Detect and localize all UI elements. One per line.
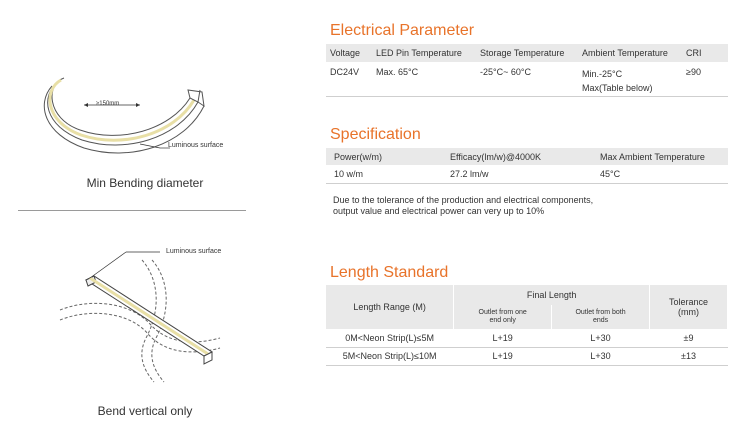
- luminous-surface-label-top: Luminous surface: [168, 142, 224, 149]
- specification-title: Specification: [330, 126, 421, 143]
- led-pin-header: LED Pin Temperature: [372, 44, 476, 62]
- electrical-header-row: [326, 44, 728, 62]
- cri-value: ≥90: [686, 67, 701, 77]
- both-ends-cell: L+30: [552, 347, 650, 365]
- electrical-value-row: [326, 62, 728, 96]
- note-line-1: Due to the tolerance of the production and electrical components,: [333, 195, 594, 205]
- length-header-row: [326, 285, 728, 305]
- power-value: 10 w/m: [334, 168, 364, 179]
- one-end-header: Outlet from one end only: [454, 305, 552, 329]
- length-table: [326, 285, 728, 366]
- tolerance-header: Tolerance (mm): [649, 285, 727, 329]
- length-title: Length Standard: [330, 264, 449, 281]
- power-header: Power(w/m): [326, 148, 446, 165]
- voltage-value: DC24V: [330, 67, 360, 77]
- led-pin-value: Max. 65°C: [376, 67, 419, 77]
- ambient-min: Min.-25°C: [582, 69, 623, 79]
- min-bending-illustration: [40, 60, 270, 170]
- specification-table: [326, 148, 728, 184]
- storage-value: -25°C~ 60°C: [480, 67, 531, 77]
- length-range-header: Length Range (M): [326, 285, 454, 329]
- range-cell: 0M<Neon Strip(L)≤5M: [326, 329, 454, 347]
- cri-header: CRI: [682, 44, 728, 62]
- electrical-title: Electrical Parameter: [330, 22, 475, 39]
- one-end-cell: L+19: [454, 347, 552, 365]
- efficacy-value: 27.2 lm/w: [450, 168, 489, 179]
- table-row: [326, 329, 728, 347]
- final-length-header: Final Length: [454, 285, 650, 305]
- tolerance-note: [333, 195, 693, 217]
- illustrations-panel: [0, 0, 300, 425]
- max-ambient-header: Max Ambient Temperature: [596, 148, 728, 165]
- ambient-header: Ambient Temperature: [578, 44, 682, 62]
- tolerance-cell: ±9: [649, 329, 727, 347]
- specification-header-row: [326, 148, 728, 165]
- one-end-cell: L+19: [454, 329, 552, 347]
- range-cell: 5M<Neon Strip(L)≤10M: [326, 347, 454, 365]
- both-ends-cell: L+30: [552, 329, 650, 347]
- electrical-table: [326, 44, 728, 97]
- ambient-value: [578, 62, 682, 96]
- both-ends-header: Outlet from both ends: [552, 305, 650, 329]
- tolerance-cell: ±13: [649, 347, 727, 365]
- bend-vertical-illustration: [50, 238, 250, 388]
- storage-header: Storage Temperature: [476, 44, 578, 62]
- bend-diameter-label: ≥150mm: [96, 101, 120, 107]
- max-ambient-value: 45°C: [600, 168, 621, 179]
- left-divider: [18, 210, 246, 211]
- note-line-2: output value and electrical power can very up to 10%: [333, 206, 545, 216]
- ambient-max: Max(Table below): [582, 83, 653, 93]
- specification-value-row: [326, 165, 728, 183]
- luminous-surface-label-bottom: Luminous surface: [166, 248, 222, 255]
- efficacy-header: Efficacy(lm/w)@4000K: [446, 148, 596, 165]
- bend-vertical-caption: Bend vertical only: [97, 404, 193, 418]
- table-row: [326, 347, 728, 365]
- voltage-header: Voltage: [326, 44, 372, 62]
- min-bending-caption: Min Bending diameter: [86, 176, 204, 190]
